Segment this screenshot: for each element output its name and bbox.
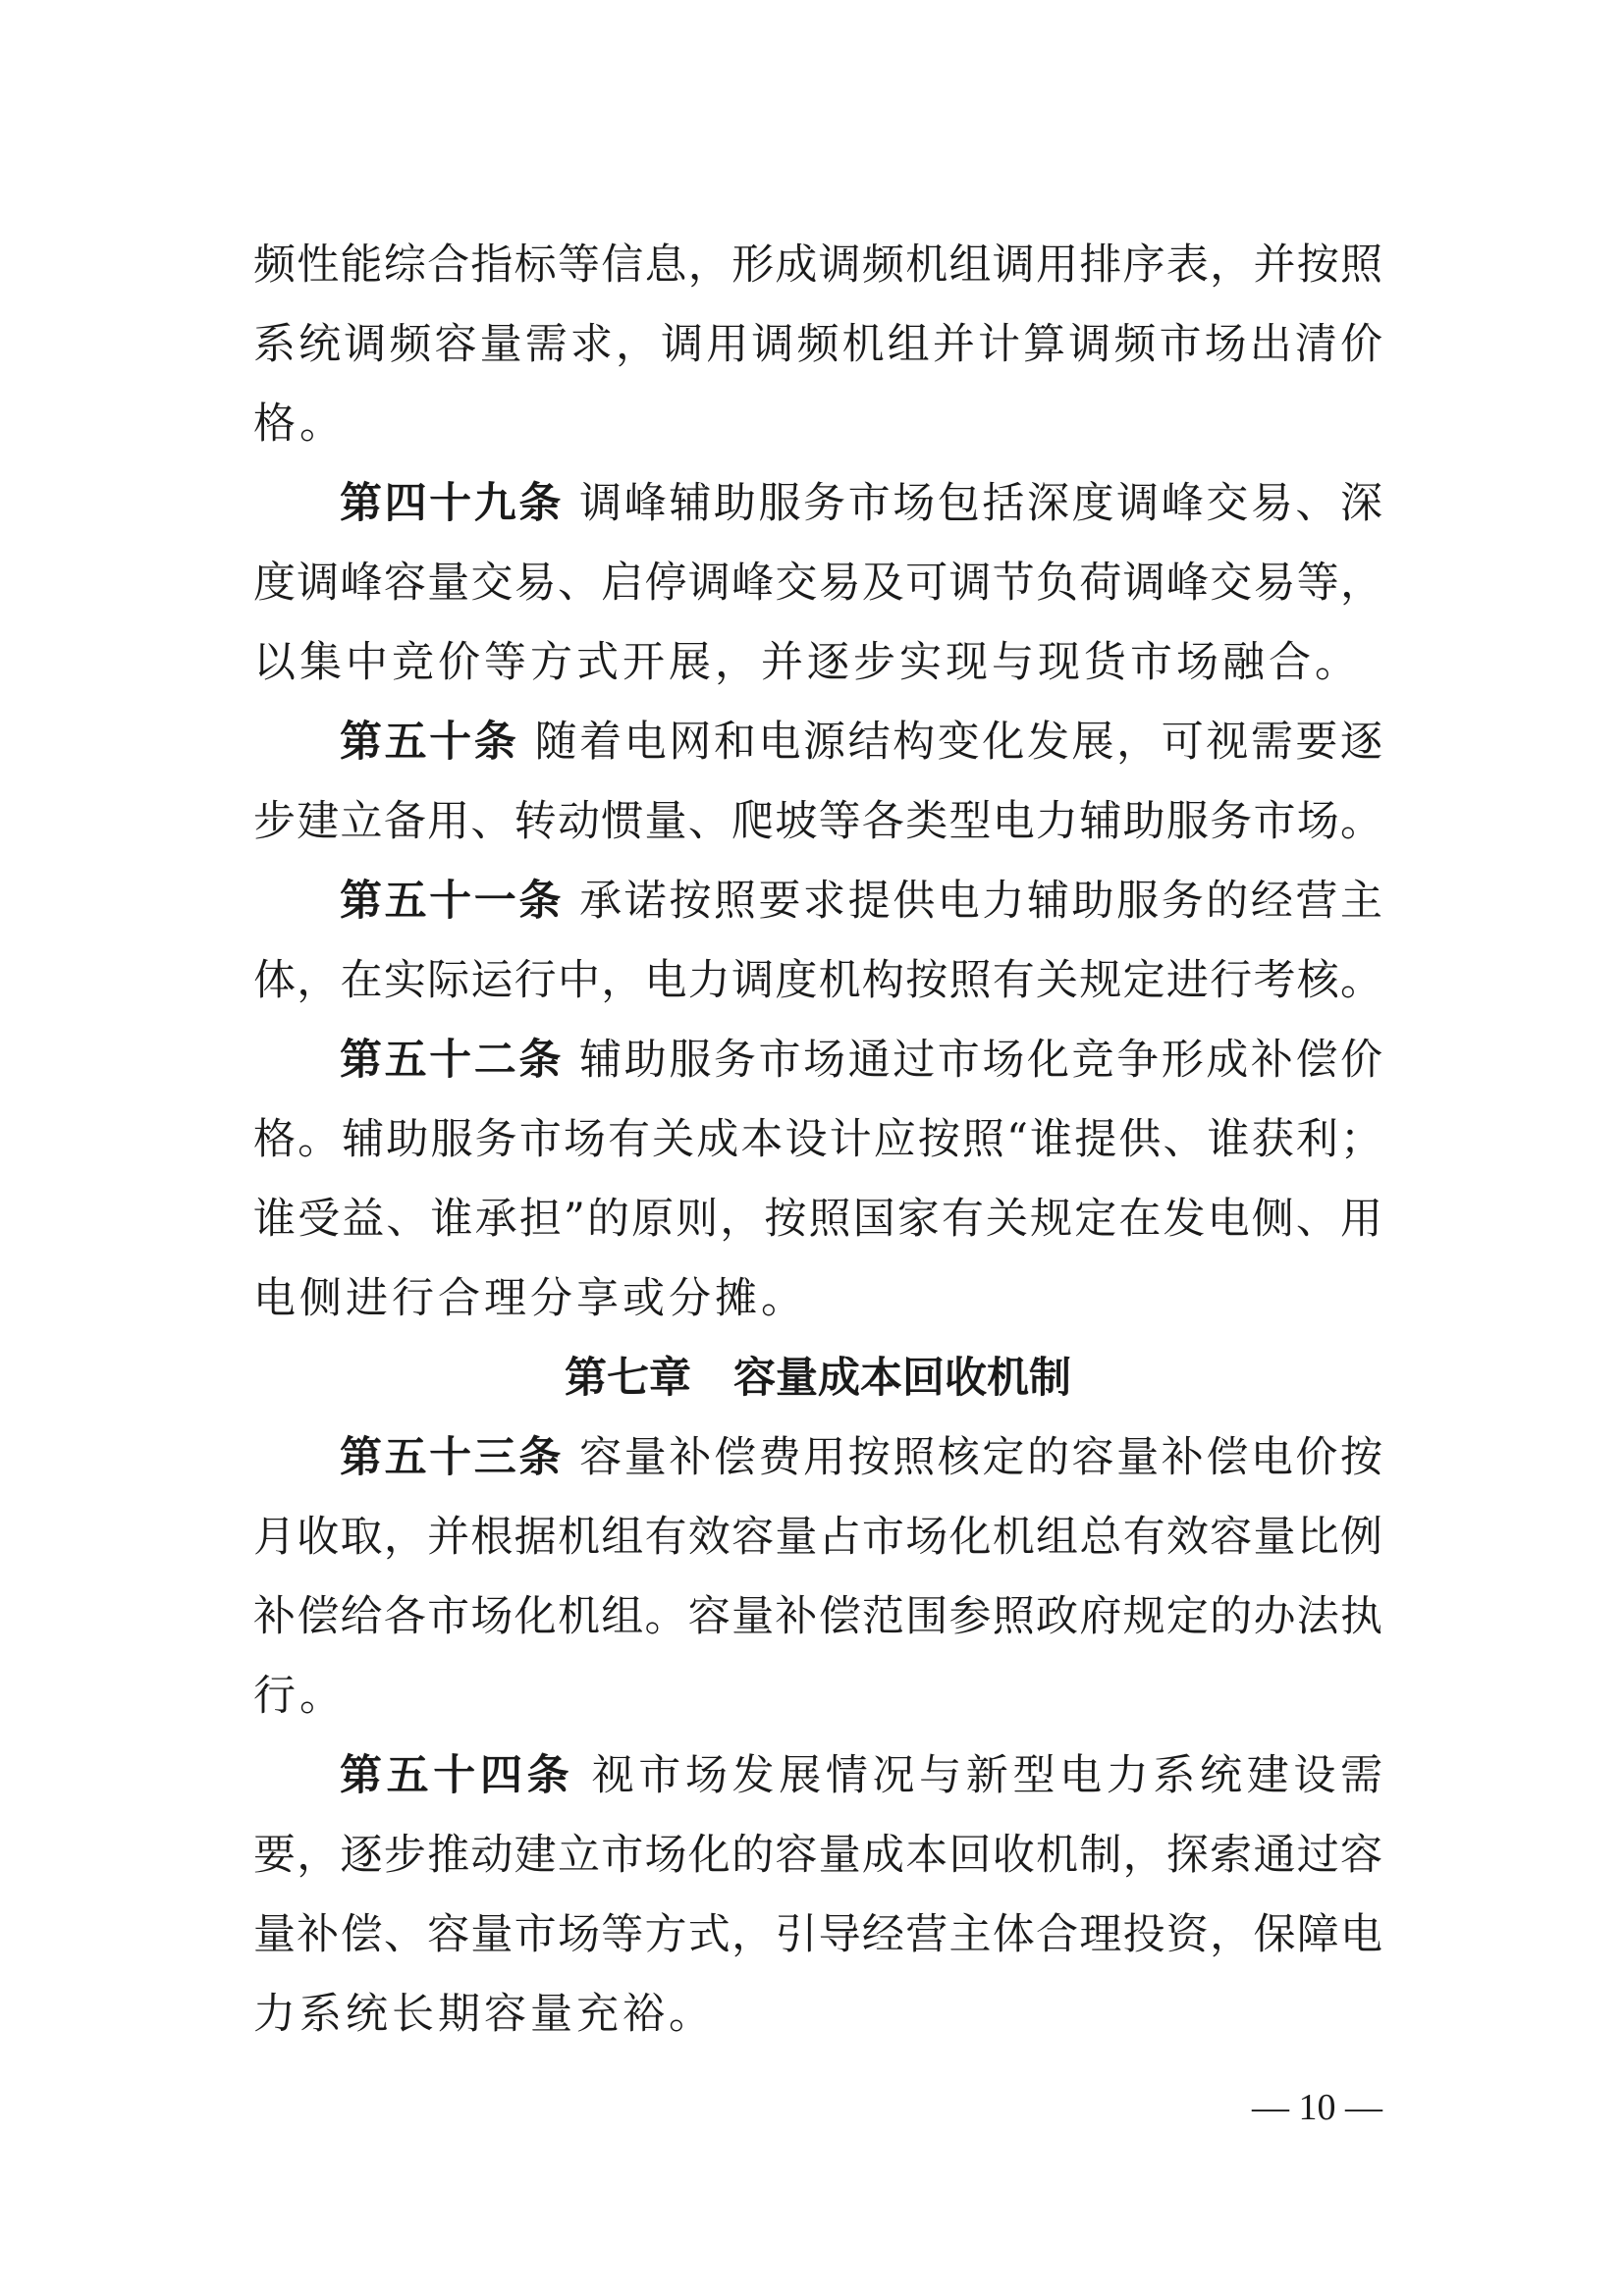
text-line: 度调峰容量交易、启停调峰交易及可调节负荷调峰交易等， <box>253 559 1382 608</box>
text-line: 谁受益、谁承担”的原则，按照国家有关规定在发电侧、用 <box>253 1195 1382 1244</box>
text-line: 频性能综合指标等信息，形成调频机组调用排序表，并按照 <box>253 240 1382 290</box>
text-line: 量补偿、容量市场等方式，引导经营主体合理投资，保障电 <box>253 1910 1382 1959</box>
article-53: 第五十三条 容量补偿费用按照核定的容量补偿电价按 <box>340 1433 1383 1482</box>
article-54: 第五十四条 视市场发展情况与新型电力系统建设需 <box>340 1751 1383 1800</box>
article-heading: 第五十一条 <box>340 877 564 926</box>
article-52: 第五十二条 辅助服务市场通过市场化竞争形成补偿价 <box>340 1036 1383 1085</box>
text-line: 系统调频容量需求，调用调频机组并计算调频市场出清价 <box>253 320 1382 369</box>
article-50: 第五十条 随着电网和电源结构变化发展，可视需要逐 <box>340 718 1383 767</box>
article-heading: 第五十四条 <box>340 1751 574 1800</box>
article-51: 第五十一条 承诺按照要求提供电力辅助服务的经营主 <box>340 877 1383 926</box>
text-line: 格。辅助服务市场有关成本设计应按照“谁提供、谁获利； <box>253 1115 1382 1164</box>
text-line: 体，在实际运行中，电力调度机构按照有关规定进行考核。 <box>253 956 1382 1005</box>
chapter-heading: 第七章 容量成本回收机制 <box>565 1354 1071 1403</box>
text-line: 补偿给各市场化机组。容量补偿范围参照政府规定的办法执 <box>253 1592 1382 1641</box>
text-line: 格。 <box>253 400 346 449</box>
article-heading: 第五十条 <box>340 718 519 767</box>
text-line: 要，逐步推动建立市场化的容量成本回收机制，探索通过容 <box>253 1831 1382 1880</box>
article-heading: 第五十二条 <box>340 1036 564 1085</box>
article-49: 第四十九条 调峰辅助服务市场包括深度调峰交易、深 <box>340 479 1383 528</box>
document-body <box>253 236 1382 2064</box>
text-line: 月收取，并根据机组有效容量占市场化机组总有效容量比例 <box>253 1513 1382 1562</box>
article-heading: 第四十九条 <box>340 479 564 528</box>
text-line: 以集中竞价等方式开展，并逐步实现与现货市场融合。 <box>253 638 1361 687</box>
text-line: 步建立备用、转动惯量、爬坡等各类型电力辅助服务市场。 <box>253 797 1382 846</box>
text-line: 电侧进行合理分享或分摊。 <box>253 1274 807 1323</box>
page-number: — 10 — <box>1252 2087 1382 2128</box>
article-heading: 第五十三条 <box>340 1433 564 1482</box>
text-line: 行。 <box>253 1672 346 1721</box>
text-line: 力系统长期容量充裕。 <box>253 1990 715 2039</box>
